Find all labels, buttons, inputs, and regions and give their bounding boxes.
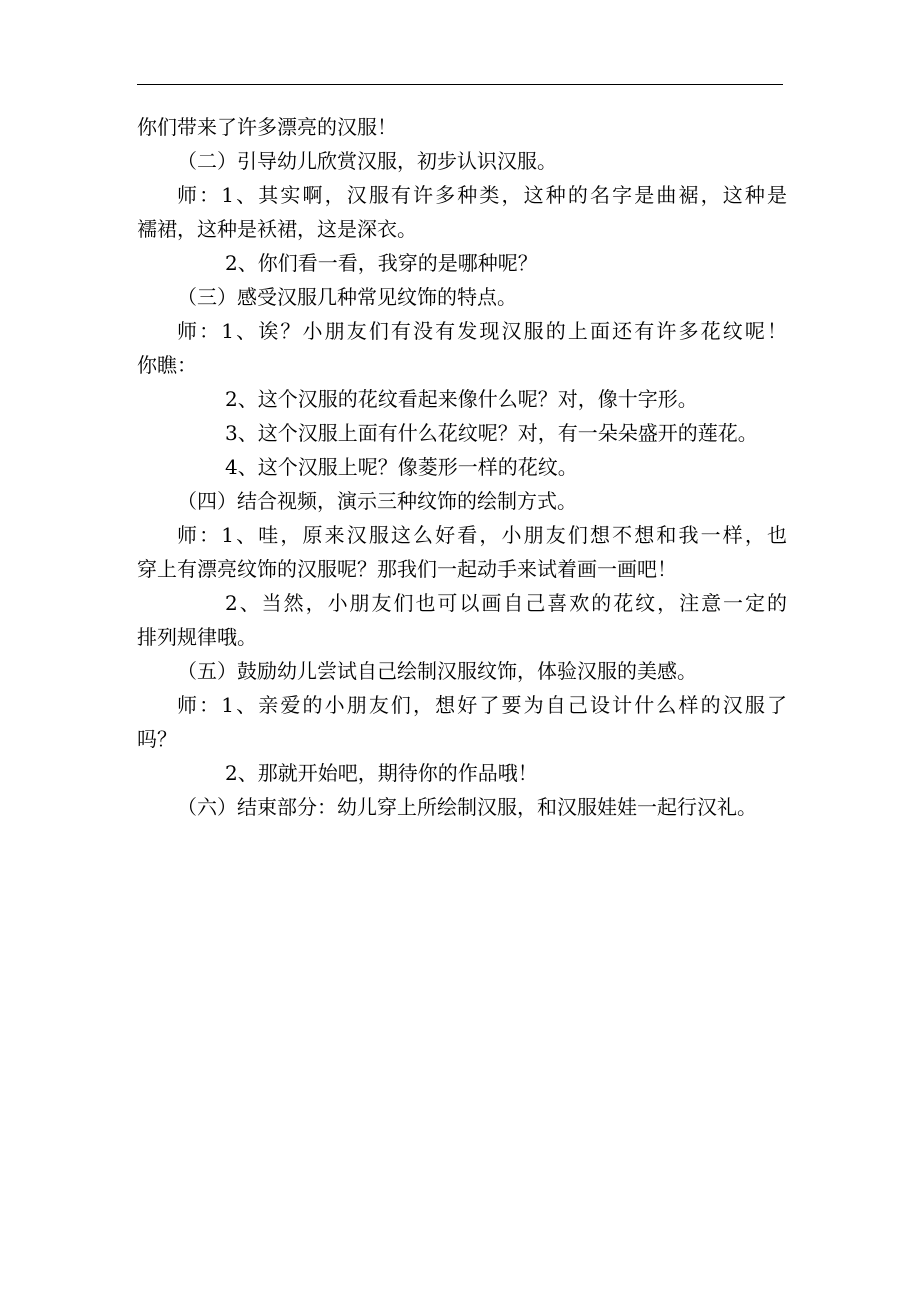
- text-line: 襦裙，这种是袄裙，这是深衣。: [137, 217, 417, 241]
- text-line: 排列规律哦。: [137, 625, 257, 649]
- text-line: 你瞧：: [137, 353, 197, 377]
- text-line: 师：1、亲爱的小朋友们，想好了要为自己设计什么样的汉服了: [177, 693, 787, 717]
- text-line: 2、那就开始吧，期待你的作品哦！: [225, 761, 538, 785]
- text-line: 师：1、其实啊，汉服有许多种类，这种的名字是曲裾，这种是: [177, 183, 787, 207]
- section-heading-5: （五）鼓励幼儿尝试自己绘制汉服纹饰，体验汉服的美感。: [177, 659, 697, 683]
- text-line: 2、当然，小朋友们也可以画自己喜欢的花纹，注意一定的: [225, 591, 787, 615]
- document-body: [137, 110, 787, 824]
- text-line: 师：1、哇，原来汉服这么好看，小朋友们想不想和我一样，也: [177, 523, 787, 547]
- text-line: 2、这个汉服的花纹看起来像什么呢？对，像十字形。: [225, 387, 698, 411]
- text-line: 你们带来了许多漂亮的汉服！: [137, 115, 397, 139]
- text-line: 4、这个汉服上呢？像菱形一样的花纹。: [225, 455, 578, 479]
- section-heading-6: （六）结束部分：幼儿穿上所绘制汉服，和汉服娃娃一起行汉礼。: [177, 795, 757, 819]
- text-line: 穿上有漂亮纹饰的汉服呢？那我们一起动手来试着画一画吧！: [137, 557, 677, 581]
- text-line: 3、这个汉服上面有什么花纹呢？对，有一朵朵盛开的莲花。: [225, 421, 758, 445]
- text-line: 吗？: [137, 727, 177, 751]
- text-line: 2、你们看一看，我穿的是哪种呢？: [225, 251, 538, 275]
- section-heading-3: （三）感受汉服几种常见纹饰的特点。: [177, 285, 517, 309]
- text-line: 师：1、诶？小朋友们有没有发现汉服的上面还有许多花纹呢！: [177, 319, 787, 343]
- section-heading-2: （二）引导幼儿欣赏汉服，初步认识汉服。: [177, 149, 557, 173]
- section-heading-4: （四）结合视频，演示三种纹饰的绘制方式。: [177, 489, 577, 513]
- header-rule: [137, 84, 783, 85]
